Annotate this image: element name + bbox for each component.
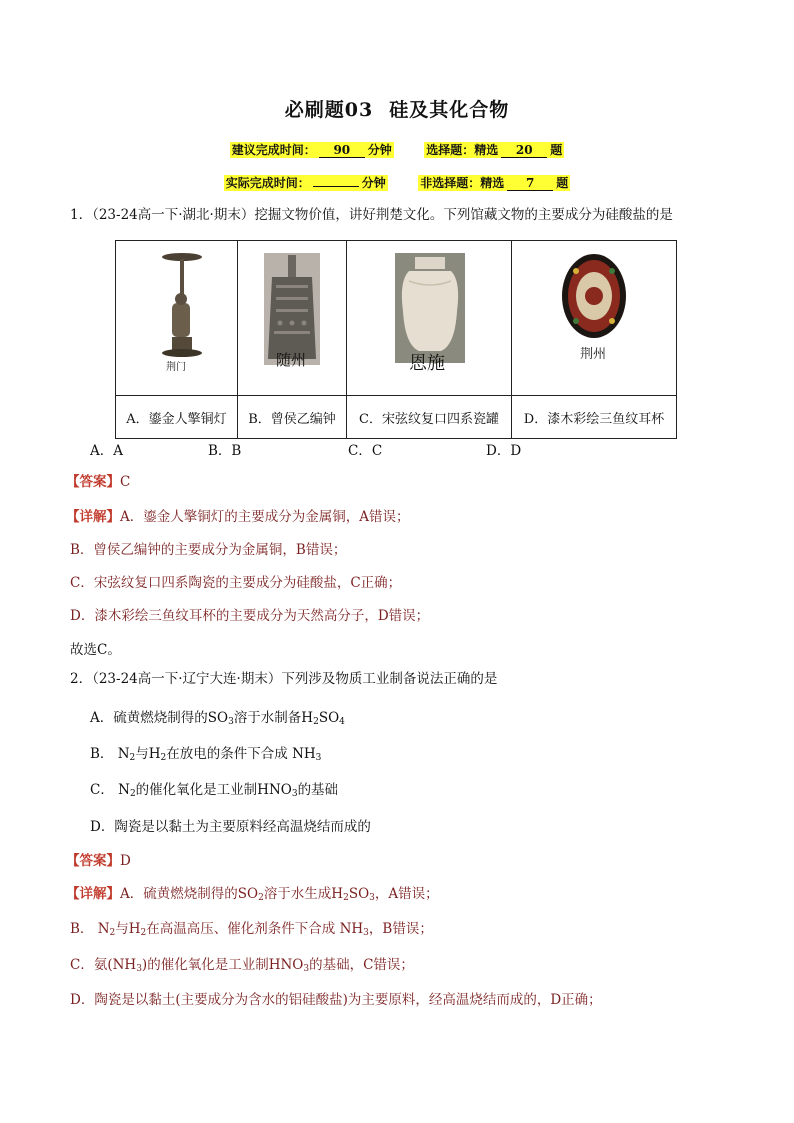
title-number: 必刷题03 xyxy=(284,99,374,121)
actual-time-value[interactable] xyxy=(313,186,359,187)
relic-d-place: 荆州 xyxy=(580,347,607,362)
q1-detail-b: B．曾侯乙编钟的主要成分为金属铜，B错误； xyxy=(70,542,347,558)
relic-c-image-cell xyxy=(347,241,512,396)
relic-c-place: 恩施 xyxy=(409,353,445,374)
question-2-stem: 2．（23-24高一下·辽宁大连·期末）下列涉及物质工业制备说法正确的是 xyxy=(70,671,498,687)
relic-a-image-cell xyxy=(116,241,238,396)
suggested-time-label-group: 建议完成时间： 90 分钟 xyxy=(231,143,392,157)
relic-d-caption: D．漆木彩绘三鱼纹耳杯 xyxy=(512,396,677,439)
relic-d-image-cell xyxy=(512,241,677,396)
choice-count-group: 选择题：精选 20 题 xyxy=(426,143,563,157)
title-topic: 硅及其化合物 xyxy=(389,99,510,121)
actual-time-label-group: 实际完成时间： 分钟 xyxy=(225,176,386,190)
q2-detail-d: D．陶瓷是以黏土(主要成分为含水的铝硅酸盐)为主要原料，经高温烧结而成的，D正确； xyxy=(70,992,602,1008)
choice-count-value: 20 xyxy=(501,143,547,158)
suggested-time-value: 90 xyxy=(319,143,365,158)
q2-option-b[interactable]: B． $N_2$与$H_2$在放电的条件下合成 $NH_3$ xyxy=(90,746,322,763)
relic-a-caption: A．鎏金人擎铜灯 xyxy=(116,396,238,439)
q1-option-c[interactable]: C．C xyxy=(348,443,383,459)
q2-detail-c: C．氨$(NH_3)$的催化氧化是工业制$HNO_3$的基础，C错误； xyxy=(70,957,414,974)
q2-answer: 【答案】D xyxy=(66,853,131,869)
q1-option-a[interactable]: A．A xyxy=(90,443,123,459)
relic-c-caption: C．宋弦纹复口四系瓷罐 xyxy=(347,396,512,439)
q2-detail-a: 【详解】A．硫黄燃烧制得的$SO_2$溶于水生成$H_2SO_3$，A错误； xyxy=(66,886,439,903)
q1-conclusion: 故选C。 xyxy=(70,642,121,658)
relic-a-place: 荆门 xyxy=(166,362,186,373)
page-title xyxy=(0,95,794,122)
suggested-time-row xyxy=(0,141,794,158)
question-2-source: （23-24高一下·辽宁大连·期末） xyxy=(92,671,282,687)
q1-option-b[interactable]: B．B xyxy=(208,443,242,459)
q2-option-d[interactable]: D．陶瓷是以黏土为主要原料经高温烧结而成的 xyxy=(90,819,371,835)
relic-b-caption: B．曾侯乙编钟 xyxy=(238,396,347,439)
q1-option-d[interactable]: D．D xyxy=(486,443,522,459)
q1-detail-a: 【详解】A．鎏金人擎铜灯的主要成分为金属铜，A错误； xyxy=(66,509,410,525)
relics-table xyxy=(115,240,677,439)
q1-detail-c: C．宋弦纹复口四系陶瓷的主要成分为硅酸盐，C正确； xyxy=(70,575,402,591)
relic-b-place: 随州 xyxy=(276,351,307,369)
nonchoice-count-value: 7 xyxy=(507,176,553,191)
q2-detail-b: B． $N_2$与$H_2$在高温高压、催化剂条件下合成 $NH_3$，B错误； xyxy=(70,921,433,938)
lacquer-cup-icon xyxy=(512,241,676,391)
q1-answer: 【答案】C xyxy=(66,474,131,490)
nonchoice-count-group: 非选择题：精选 7 题 xyxy=(420,176,569,190)
relic-b-image-cell xyxy=(238,241,347,396)
q2-option-c[interactable]: C． $N_2$的催化氧化是工业制$HNO_3$的基础 xyxy=(90,782,339,799)
actual-time-row xyxy=(0,174,794,191)
q1-detail-d: D．漆木彩绘三鱼纹耳杯的主要成分为天然高分子，D错误； xyxy=(70,608,430,624)
question-1-source: （23-24高一下·湖北·期末） xyxy=(92,207,255,223)
q2-option-a[interactable]: A．硫黄燃烧制得的$SO_3$溶于水制备$H_2SO_4$ xyxy=(90,710,345,727)
question-1-stem: 1．（23-24高一下·湖北·期末）挖掘文物价值，讲好荆楚文化。下列馆藏文物的主要成分为硅酸盐的是 xyxy=(70,207,673,223)
